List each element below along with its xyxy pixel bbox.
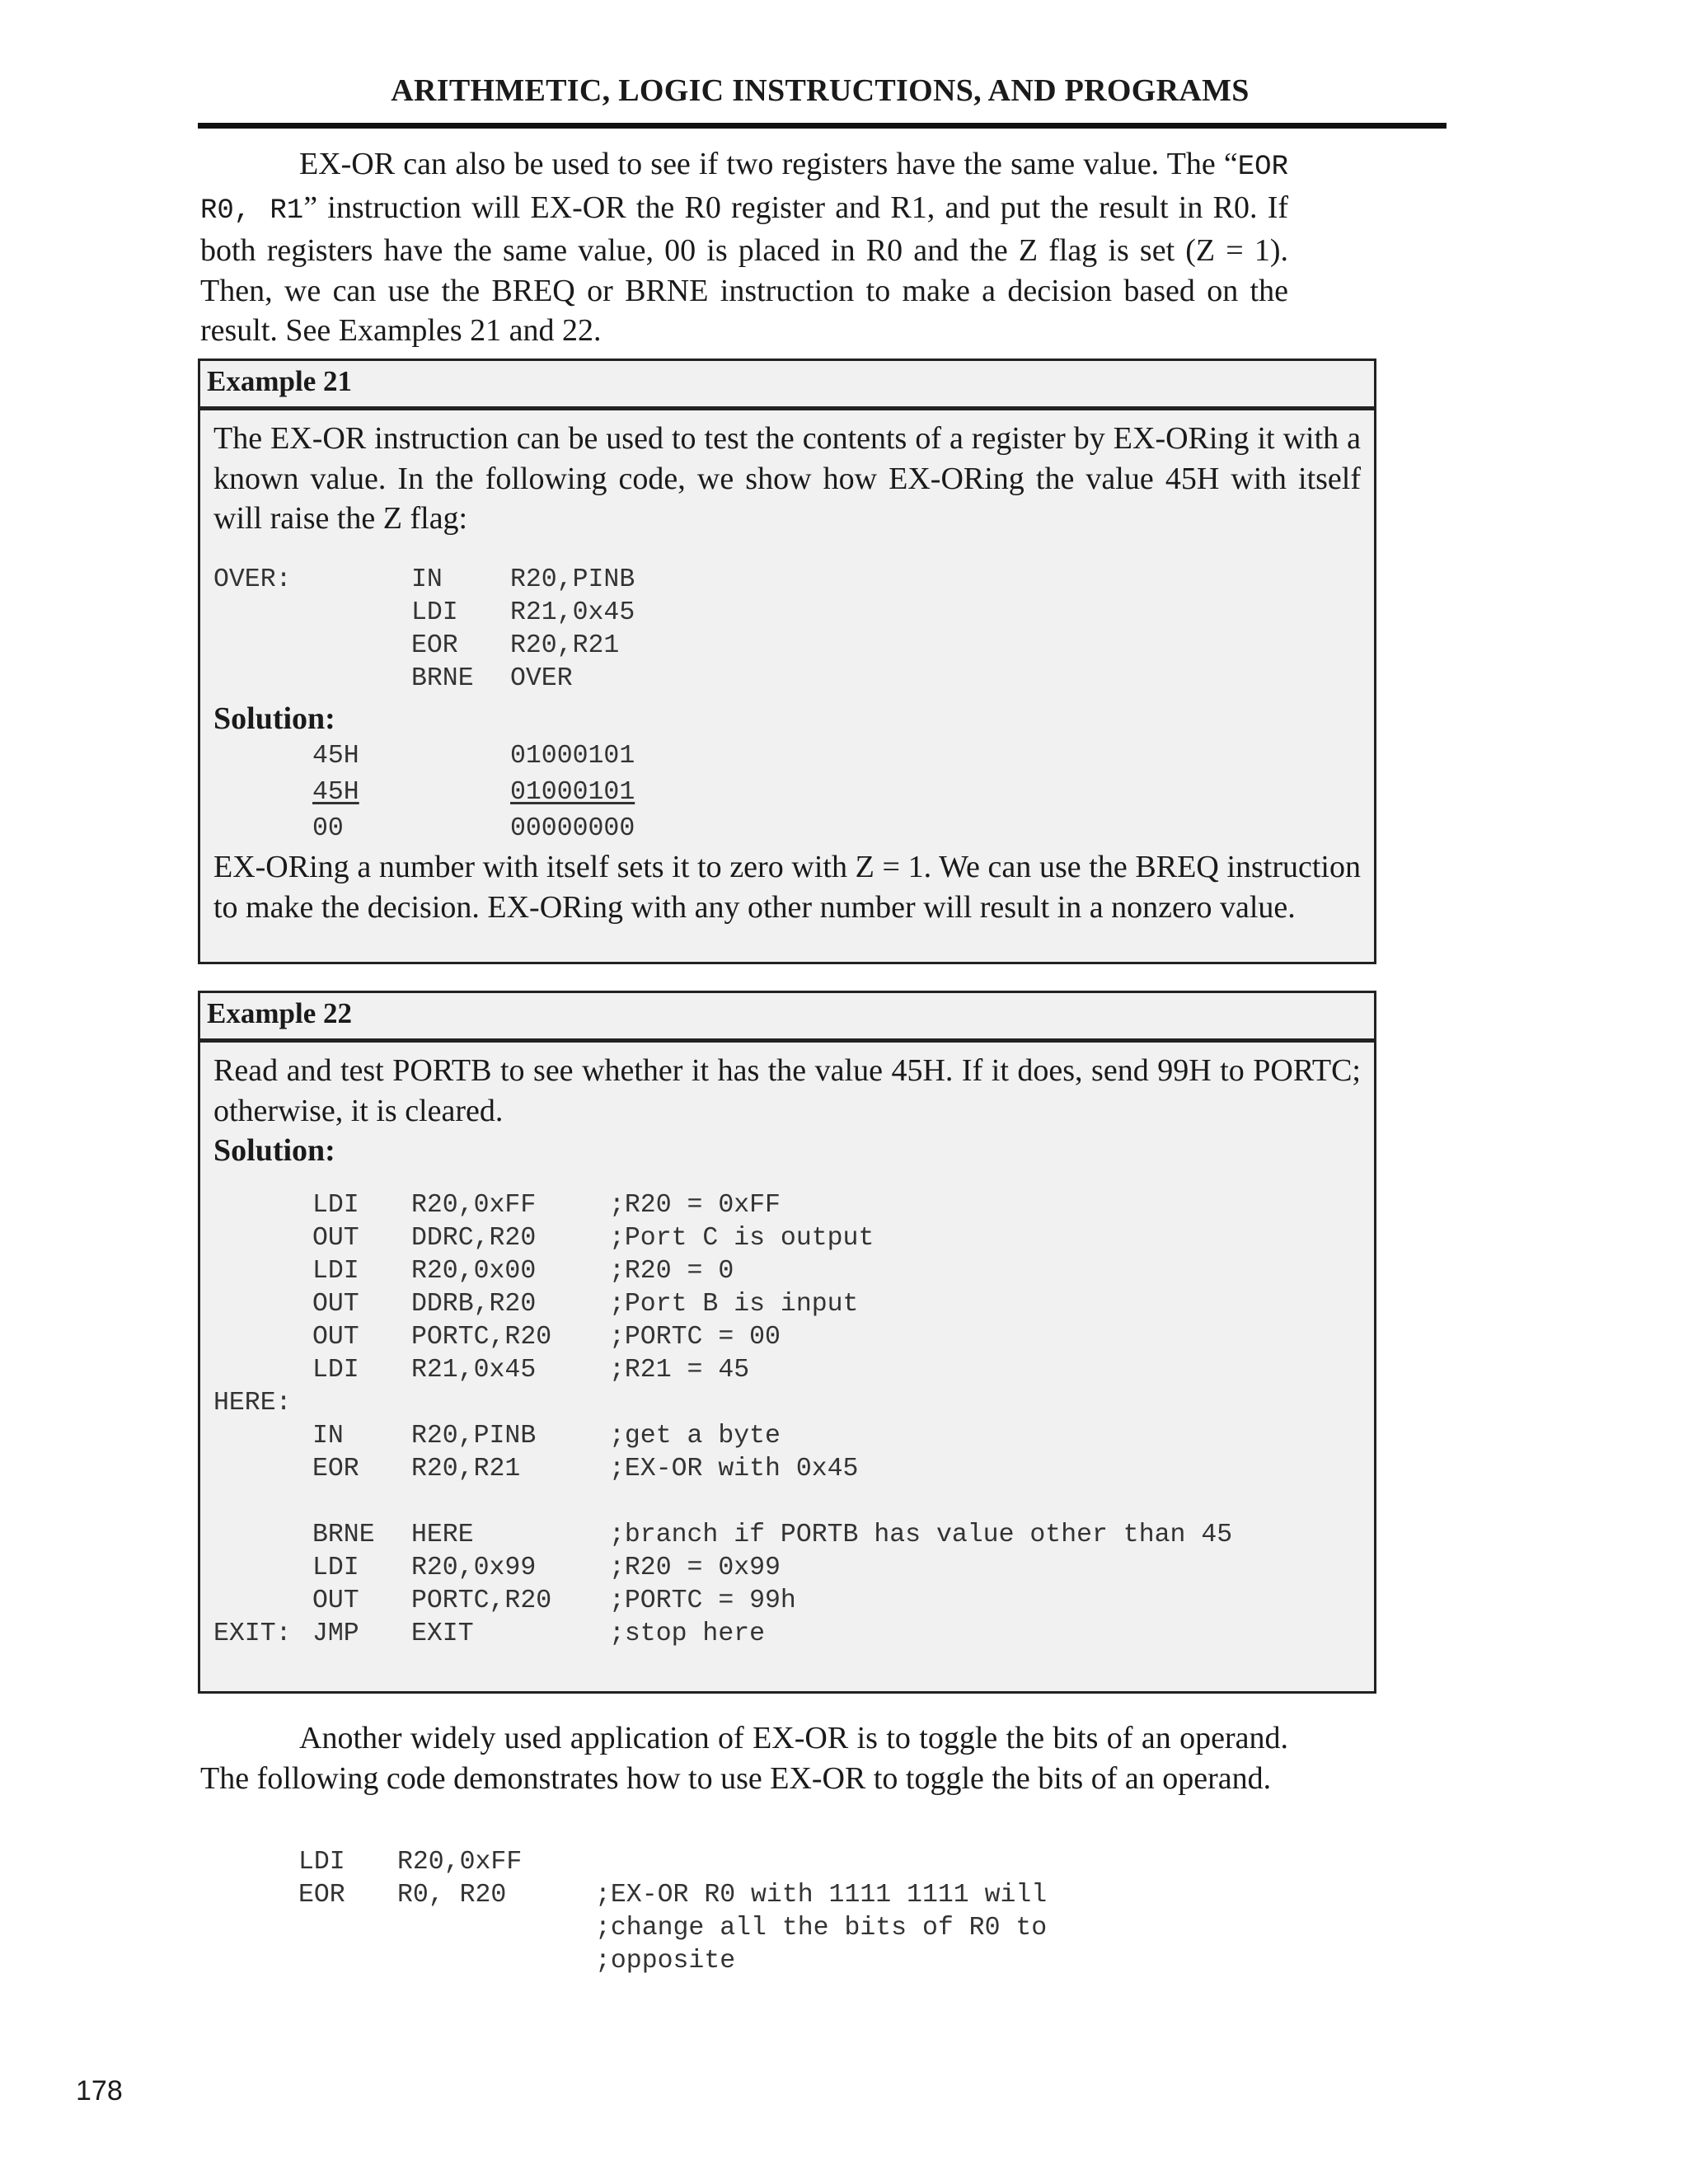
code-opcode: OUT	[312, 1586, 359, 1615]
code-opcode: LDI	[312, 1553, 359, 1582]
code-operands: PORTC,R20	[411, 1586, 552, 1615]
code-label	[213, 1321, 312, 1354]
code-operands: R0, R20	[397, 1881, 507, 1910]
code-opcode: EOR	[411, 630, 458, 660]
example-21-conclusion: EX-ORing a number with itself sets it to zero with Z = 1. We can use the BREQ instruction to make the decision. EX-ORing with any other number will result in a nonzero value.	[213, 850, 1361, 925]
toggle-code	[298, 1846, 1172, 1978]
code-operands: EXIT	[411, 1619, 474, 1648]
code-line	[213, 1552, 1361, 1585]
solution-hex	[312, 775, 510, 811]
code-label	[213, 1354, 312, 1387]
code-opcode: BRNE	[312, 1520, 375, 1549]
code-opcode	[298, 1945, 397, 1978]
code-opcode: EOR	[298, 1881, 345, 1910]
code-comment: ;stop here	[609, 1619, 766, 1648]
code-operands: PORTC,R20	[411, 1322, 552, 1352]
code-line	[213, 1288, 1361, 1321]
code-label: OVER:	[213, 565, 292, 594]
code-line	[213, 1618, 1361, 1651]
intro-paragraph	[200, 144, 1288, 351]
code-opcode: LDI	[298, 1848, 345, 1877]
code-label	[213, 1552, 312, 1585]
intro-text-after: ” instruction will EX-OR the R0 register and R1, and put the result in R0. If both registers have the same value, 00 is placed in R0 and the Z flag is set (Z = 1). Then, we can use the BREQ or BRNE instruction to make a decision based on the result. See Examples 21 and 22.	[200, 190, 1289, 348]
solution-binary	[510, 738, 757, 775]
code-operands: R20,0x00	[411, 1256, 537, 1286]
code-label	[213, 1486, 312, 1519]
code-opcode: LDI	[312, 1190, 359, 1220]
solution-hex	[312, 811, 510, 847]
toggle-paragraph-text: Another widely used application of EX-OR is to toggle the bits of an operand. The following code demonstrates how to use EX-OR to toggle the bits of an operand.	[200, 1721, 1288, 1796]
code-line	[213, 1519, 1361, 1552]
code-label	[213, 1288, 312, 1321]
example-22-solution-label: Solution:	[213, 1133, 335, 1168]
example-21-code	[213, 564, 1361, 696]
code-line	[213, 1354, 1361, 1387]
solution-binary-text: 00000000	[510, 814, 635, 843]
code-label	[213, 1585, 312, 1618]
code-label	[213, 1420, 312, 1453]
code-line	[213, 564, 1361, 597]
code-line	[213, 597, 1361, 630]
code-opcode: LDI	[312, 1355, 359, 1385]
code-comment: ;get a byte	[609, 1421, 781, 1451]
code-operands: R20,PINB	[411, 1421, 537, 1451]
code-opcode: OUT	[312, 1223, 359, 1253]
code-line	[213, 1387, 1361, 1420]
code-operands: R21,0x45	[411, 1355, 537, 1385]
code-operands: DDRB,R20	[411, 1289, 537, 1319]
code-comment: ;EX-OR with 0x45	[609, 1454, 859, 1483]
code-comment: ;PORTC = 99h	[609, 1586, 796, 1615]
code-line	[213, 1189, 1361, 1222]
code-label	[213, 1453, 312, 1486]
code-comment: ;R20 = 0	[609, 1256, 734, 1286]
code-opcode: IN	[312, 1421, 344, 1451]
solution-row	[213, 775, 1361, 811]
code-operands: DDRC,R20	[411, 1223, 537, 1253]
code-line	[298, 1945, 1172, 1978]
code-line	[298, 1879, 1172, 1912]
toggle-paragraph	[200, 1718, 1288, 1798]
code-label: EXIT:	[213, 1619, 292, 1648]
code-opcode: OUT	[312, 1322, 359, 1352]
code-comment: ;opposite	[595, 1947, 736, 1975]
code-comment: ;R20 = 0xFF	[609, 1190, 781, 1220]
code-opcode	[298, 1912, 397, 1945]
solution-hex	[312, 738, 510, 775]
solution-row	[213, 738, 1361, 775]
code-opcode: IN	[411, 565, 443, 594]
code-operands: R20,0xFF	[397, 1848, 523, 1877]
intro-inline-code: EOR R0, R1	[200, 152, 1288, 227]
solution-binary-text: 01000101	[510, 778, 635, 807]
example-21-solution-label: Solution:	[213, 701, 335, 736]
code-line	[213, 1453, 1361, 1486]
code-operands: R20,PINB	[510, 565, 635, 594]
code-line	[213, 663, 1361, 696]
page-number: 178	[76, 2075, 123, 2107]
code-operands: R20,0xFF	[411, 1190, 537, 1220]
code-operands: R20,R21	[411, 1454, 521, 1483]
example-21-description: The EX-OR instruction can be used to test the contents of a register by EX-ORing it with a known value. In the following code, we show how EX-ORing the value 45H with itself will raise the Z flag:	[213, 421, 1361, 536]
example-21-title: Example 21	[200, 361, 1374, 410]
solution-binary-text: 01000101	[510, 742, 635, 771]
intro-text-before: EX-OR can also be used to see if two registers have the same value. The “	[299, 147, 1238, 181]
code-line	[213, 1222, 1361, 1255]
code-comment: ;R20 = 0x99	[609, 1553, 781, 1582]
solution-binary	[510, 811, 757, 847]
code-line	[213, 630, 1361, 663]
code-operands: R20,0x99	[411, 1553, 537, 1582]
example-22-title: Example 22	[200, 993, 1374, 1043]
example-22-box	[198, 991, 1376, 1694]
solution-row	[213, 811, 1361, 847]
code-comment: ;Port C is output	[609, 1223, 874, 1253]
code-opcode: OUT	[312, 1289, 359, 1319]
code-operands: HERE	[411, 1520, 474, 1549]
running-header: ARITHMETIC, LOGIC INSTRUCTIONS, AND PROGRAMS	[391, 73, 1250, 108]
code-comment: ;EX-OR R0 with 1111 1111 will	[595, 1881, 1048, 1910]
code-line	[213, 1420, 1361, 1453]
code-operands: R21,0x45	[510, 598, 635, 627]
code-label	[213, 1222, 312, 1255]
code-opcode: BRNE	[411, 663, 474, 693]
solution-hex-text: 45H	[312, 742, 359, 771]
solution-hex-text: 00	[312, 814, 344, 843]
code-line	[213, 1585, 1361, 1618]
code-opcode: LDI	[312, 1256, 359, 1286]
code-operands: OVER	[510, 663, 573, 693]
code-opcode: LDI	[411, 598, 458, 627]
code-comment: ;R21 = 45	[609, 1355, 750, 1385]
example-21-box	[198, 359, 1376, 964]
example-22-code	[213, 1189, 1361, 1651]
code-line	[298, 1846, 1172, 1879]
code-opcode: EOR	[312, 1454, 359, 1483]
code-comment: ;change all the bits of R0 to	[595, 1914, 1048, 1943]
code-comment: ;PORTC = 00	[609, 1322, 781, 1352]
code-comment: ;Port B is input	[609, 1289, 859, 1319]
code-label	[213, 1255, 312, 1288]
code-label	[213, 1519, 312, 1552]
code-line	[213, 1486, 1361, 1519]
example-22-description: Read and test PORTB to see whether it has the value 45H. If it does, send 99H to PORTC; otherwise, it is cleared.	[213, 1053, 1361, 1128]
code-line	[298, 1912, 1172, 1945]
code-opcode: JMP	[312, 1619, 359, 1648]
code-line	[213, 1321, 1361, 1354]
code-label	[213, 1189, 312, 1222]
code-operands: R20,R21	[510, 630, 620, 660]
solution-hex-text: 45H	[312, 778, 359, 807]
example-21-solution-table	[213, 738, 1361, 847]
code-label: HERE:	[213, 1388, 292, 1418]
code-line	[213, 1255, 1361, 1288]
code-comment: ;branch if PORTB has value other than 45	[609, 1520, 1233, 1549]
header-rule	[198, 123, 1447, 129]
solution-binary	[510, 775, 757, 811]
